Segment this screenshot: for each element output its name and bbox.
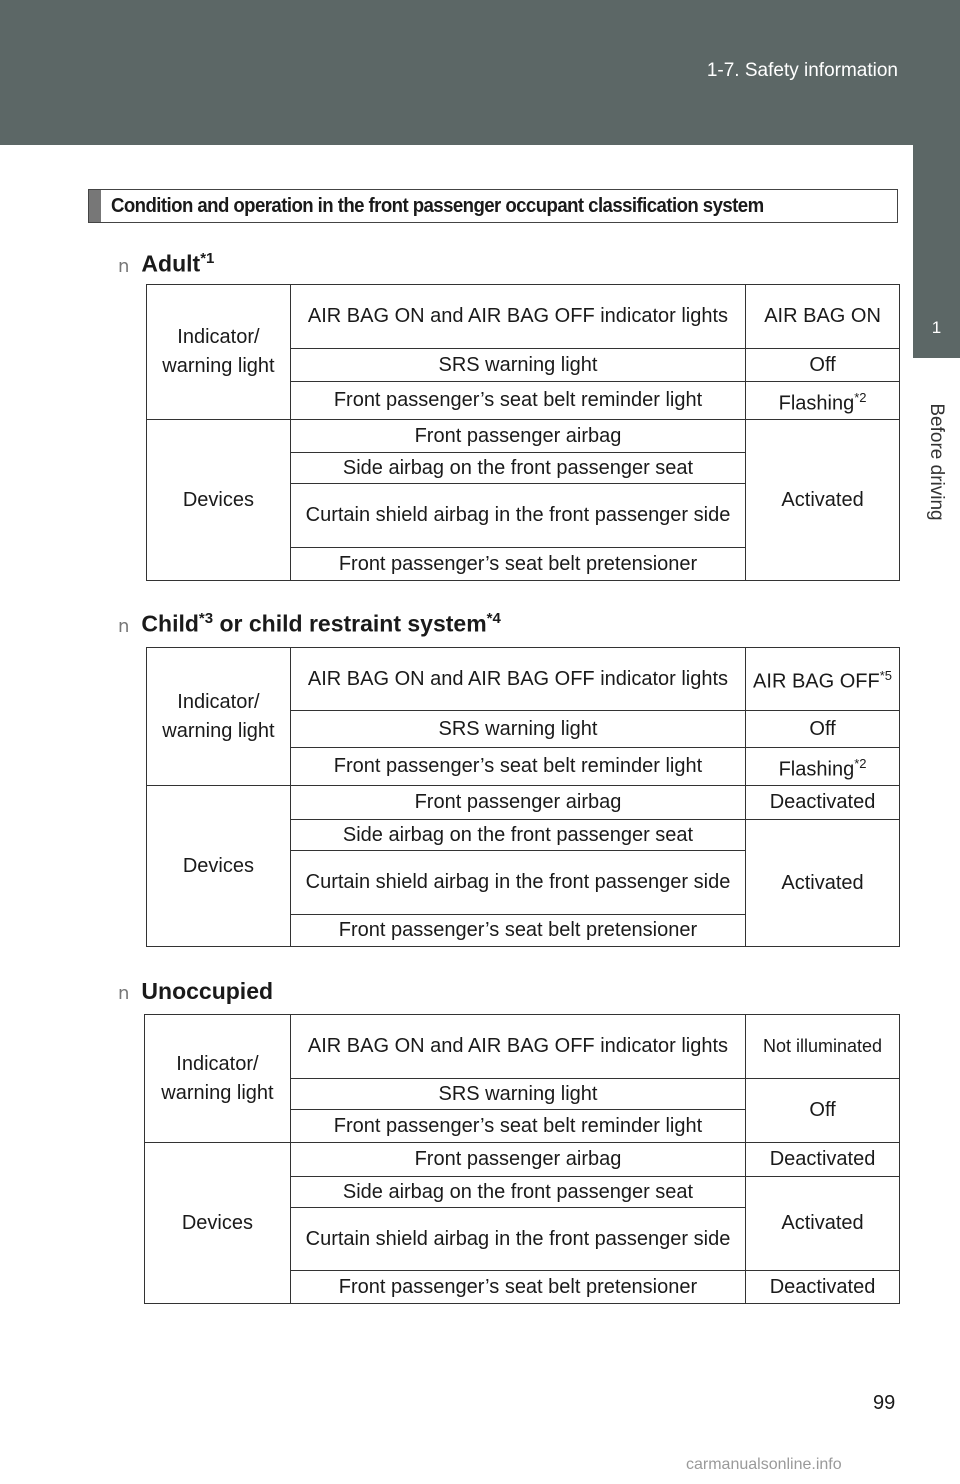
- bullet-icon: n: [118, 255, 130, 277]
- watermark: carmanualsonline.info: [686, 1456, 842, 1473]
- devices-label-cell: Devices: [147, 786, 291, 947]
- table-cell: Off: [746, 711, 900, 748]
- adult-heading: [118, 250, 214, 278]
- table-cell: Curtain shield airbag in the front passenger side: [290, 484, 745, 548]
- table-cell: Deactivated: [746, 1143, 900, 1177]
- table-cell: Activated: [746, 1177, 900, 1271]
- side-tab-bar: [913, 145, 960, 248]
- section-title: Condition and operation in the front passenger occupant classification system: [111, 195, 764, 217]
- table-cell: Not illuminated: [746, 1015, 900, 1079]
- bullet-icon: n: [118, 615, 130, 637]
- table-cell: Curtain shield airbag in the front passenger side: [290, 851, 745, 915]
- indicator-label-cell: Indicator/ warning light: [147, 648, 291, 786]
- table-cell: Activated: [746, 420, 900, 581]
- unoccupied-heading: n Unoccupied: [118, 978, 274, 1004]
- child-table: [146, 647, 900, 947]
- table-cell: Front passenger airbag: [290, 786, 745, 820]
- table-cell: SRS warning light: [290, 349, 745, 382]
- chapter-number: 1: [931, 318, 942, 337]
- table-cell: Front passenger’s seat belt reminder light: [290, 748, 745, 786]
- table-cell: AIR BAG OFF$^{*5}$: [746, 648, 900, 711]
- table-cell: Flashing$^{*2}$: [746, 748, 900, 786]
- table-cell: AIR BAG ON: [746, 285, 900, 349]
- table-cell: Front passenger airbag: [290, 420, 745, 453]
- table-cell: Front passenger’s seat belt pretensioner: [290, 1271, 745, 1304]
- chapter-tab: [913, 248, 960, 358]
- table-cell: Activated: [746, 820, 900, 947]
- unoccupied-table: [144, 1014, 900, 1304]
- table-cell: Front passenger’s seat belt pretensioner: [290, 915, 745, 947]
- table-cell: Deactivated: [746, 786, 900, 820]
- page-header: [0, 0, 960, 145]
- bullet-icon: n: [118, 983, 130, 1004]
- table-cell: AIR BAG ON and AIR BAG OFF indicator lights: [290, 1015, 745, 1079]
- table-cell: AIR BAG ON and AIR BAG OFF indicator lights: [290, 285, 745, 349]
- devices-label-cell: Devices: [147, 420, 291, 581]
- table-cell: Front passenger’s seat belt reminder light: [290, 382, 745, 420]
- devices-label-cell: Devices: [145, 1143, 291, 1304]
- chapter-label: Before driving: [926, 403, 947, 521]
- section-heading: 1-7. Safety information: [706, 60, 898, 81]
- table-cell: Off: [746, 349, 900, 382]
- table-cell: SRS warning light: [290, 1079, 745, 1110]
- adult-heading-text: Adult: [141, 250, 201, 277]
- footnote-ref: *1: [200, 250, 215, 267]
- adult-table: [146, 284, 900, 581]
- child-heading: n Child$^{*3}$ or child restraint system$^{*4}$: [118, 610, 501, 637]
- section-title-box: [88, 189, 898, 223]
- table-cell: SRS warning light: [290, 711, 745, 748]
- table-cell: Side airbag on the front passenger seat: [290, 1177, 745, 1208]
- table-cell: Front passenger’s seat belt pretensioner: [290, 548, 745, 581]
- indicator-label-cell: Indicator/ warning light: [147, 285, 291, 420]
- table-cell: Off: [746, 1079, 900, 1143]
- page-number: 99: [873, 1392, 896, 1414]
- table-cell: AIR BAG ON and AIR BAG OFF indicator lights: [290, 648, 745, 711]
- table-cell: Flashing$^{*2}$: [746, 382, 900, 420]
- table-cell: Side airbag on the front passenger seat: [290, 453, 745, 484]
- table-cell: Front passenger’s seat belt reminder light: [290, 1110, 745, 1143]
- table-cell: Side airbag on the front passenger seat: [290, 820, 745, 851]
- table-cell: Deactivated: [746, 1271, 900, 1304]
- title-marker: [89, 190, 101, 222]
- table-cell: Curtain shield airbag in the front passenger side: [290, 1208, 745, 1271]
- table-cell: Front passenger airbag: [290, 1143, 745, 1177]
- indicator-label-cell: Indicator/ warning light: [145, 1015, 291, 1143]
